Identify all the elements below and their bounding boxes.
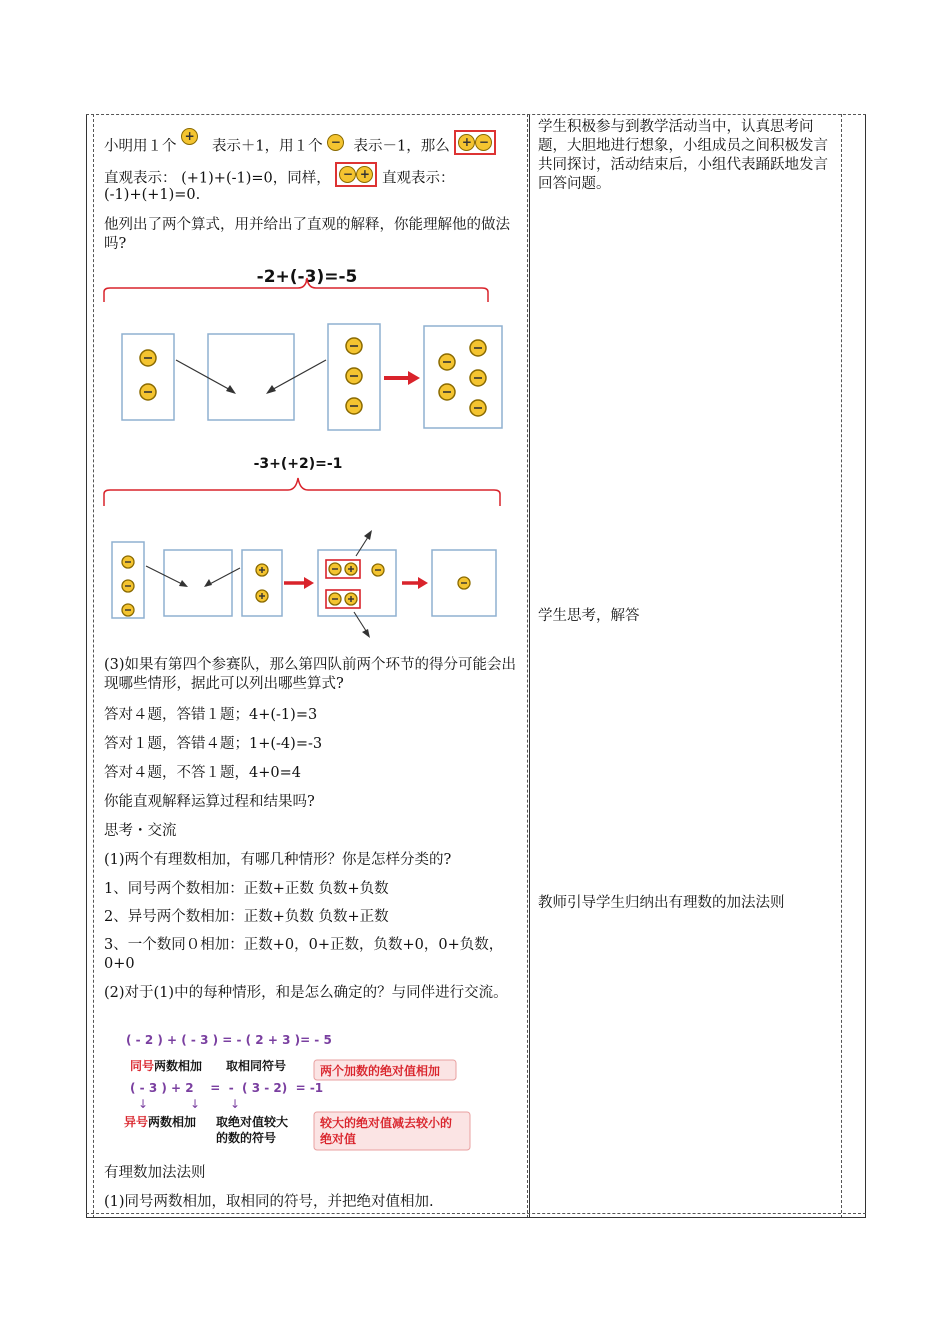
category-1: 1、同号两个数相加：正数+正数 负数+负数	[104, 881, 389, 897]
minus-coin-icon: −	[327, 134, 344, 151]
svg-text:同号两数相加	[130, 1058, 202, 1073]
intro-line2-b: 直观表示：	[381, 170, 455, 187]
question-intuitive: 你能直观解释运算过程和结果吗?	[104, 794, 315, 810]
plus-minus-pair-icon: + −	[454, 130, 496, 155]
intro-line3: (-1)+(+1)=0.	[104, 187, 201, 203]
student-activity-text: 学生积极参与到教学活动当中，认真思考问题，大胆地进行想象，小组成员之间积极发言共同探讨，活动结束后，小组代表踊跃地发言回答问题。	[538, 119, 828, 192]
teacher-guide-text: 教师引导学生归纳出有理数的加法法则	[538, 895, 785, 911]
think-2: (2)对于(1)中的每种情形，和是怎么确定的？与同伴进行交流。	[104, 985, 508, 1001]
svg-text:异号两数相加	[124, 1114, 196, 1129]
minus-plus-pair-icon: − +	[335, 162, 377, 187]
arrow-3: ↓	[230, 1097, 241, 1111]
rule-1: (1)同号两数相加，取相同的符号，并把绝对值相加.	[104, 1194, 434, 1210]
rule-eq2: ( - 3 ) + 2 = - ( 3 - 2) = -1	[130, 1081, 324, 1095]
addition-rule-diagram	[104, 1028, 524, 1152]
arrow-2: ↓	[190, 1097, 201, 1111]
category-2: 2、异号两个数相加：正数+负数 负数+正数	[104, 909, 389, 925]
tag-same-sign: 同号	[130, 1059, 155, 1073]
callout-abs-sum: 两个加数的绝对值相加	[320, 1064, 441, 1078]
intro-text-b: 表示＋1，用１个	[211, 138, 323, 155]
callout-abs-diff-a: 较大的绝对值减去较小的	[320, 1116, 453, 1130]
category-3: 3、一个数同０相加：正数+0，0+正数，负数+0，0+负数，0+0	[104, 937, 504, 972]
intro-text-c: 表示－1，那么	[353, 138, 450, 155]
tag-same-rest: 两数相加	[154, 1059, 203, 1073]
callout-abs-diff-b: 绝对值	[320, 1132, 357, 1146]
label-larger: 取绝对值较大	[216, 1115, 289, 1129]
diagram-minus2-plus-minus3	[98, 260, 518, 440]
case-3: 答对４题，不答１题，4+0=4	[104, 765, 301, 781]
rule-eq1: ( - 2 ) + ( - 3 ) = - ( 2 + 3 )= - 5	[126, 1033, 332, 1047]
diagram-minus3-plus-plus2	[98, 450, 518, 646]
intro-line2-a: 直观表示： (+1)+(-1)=0，同样，	[104, 170, 331, 187]
think-1: (1)两个有理数相加，有哪几种情形？你是怎样分类的?	[104, 852, 452, 868]
intro-text-a: 小明用１个	[104, 138, 177, 155]
plus-coin-icon: +	[181, 128, 198, 145]
rule-title: 有理数加法法则	[104, 1165, 206, 1181]
arrow-1: ↓	[138, 1097, 149, 1111]
student-think-text: 学生思考，解答	[538, 608, 640, 624]
label-larger-2: 的数的符号	[216, 1131, 277, 1145]
tag-diff-sign: 异号	[124, 1115, 149, 1129]
think-title: 思考・交流	[104, 823, 177, 839]
diagram1-equation: -2+(-3)=-5	[256, 267, 358, 287]
question-1: 他列出了两个算式，用并给出了直观的解释，你能理解他的做法吗?	[104, 217, 510, 252]
label-same-sign: 取相同符号	[226, 1059, 287, 1073]
case-1: 答对４题，答错１题；4+(-1)=3	[104, 707, 318, 723]
lesson-table	[86, 114, 866, 1218]
tag-diff-rest: 两数相加	[148, 1115, 197, 1129]
diagram2-equation: -3+(+2)=-1	[253, 456, 343, 472]
question-3: (3)如果有第四个参赛队，那么第四队前两个环节的得分可能会出现哪些情形，据此可以列出哪些算式?	[104, 657, 517, 692]
case-2: 答对１题，答错４题；1+(-4)=-3	[104, 736, 323, 752]
